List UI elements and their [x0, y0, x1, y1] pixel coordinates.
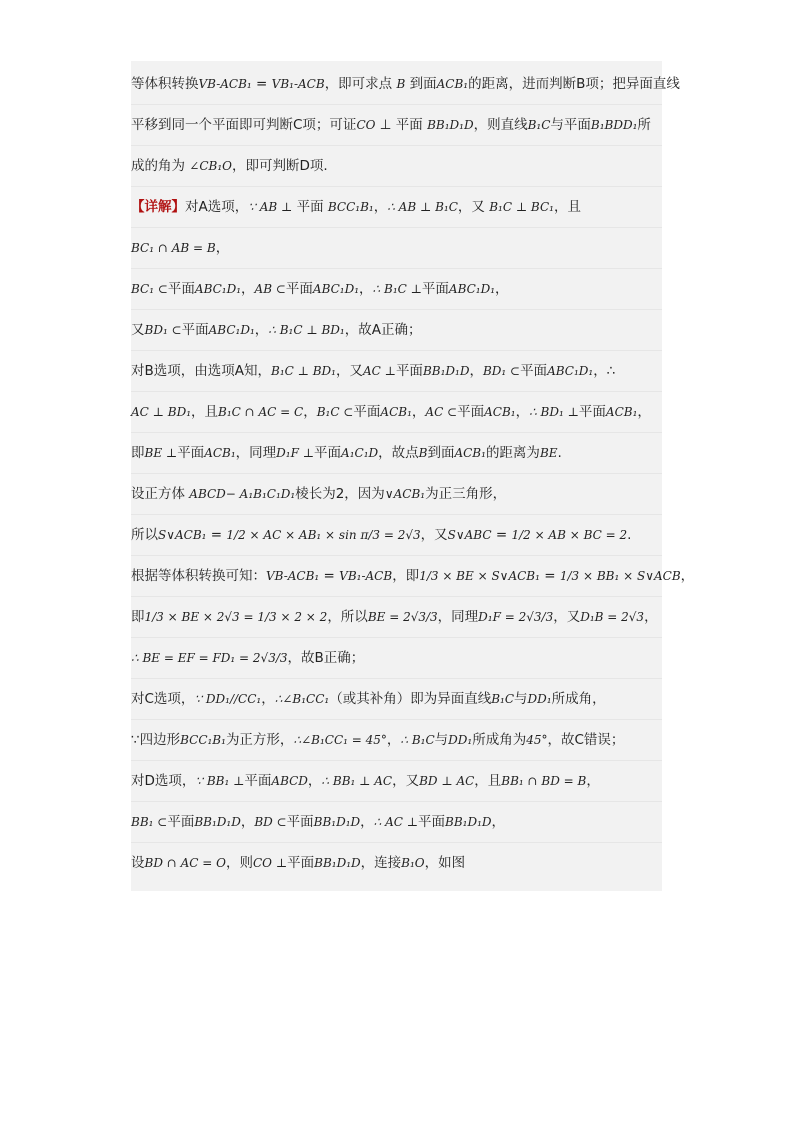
math-expression: BD ⊂	[254, 815, 287, 829]
math-expression: ∴∠B₁CC₁	[274, 692, 330, 706]
math-expression: B₁C ∩ AC = C	[218, 405, 304, 419]
text-segment: ，	[254, 322, 269, 338]
row-divider	[131, 801, 662, 802]
text-segment: ，	[469, 363, 483, 379]
text-segment: ，	[307, 773, 322, 789]
math-expression: ∴ BB₁ ⊥ AC	[321, 774, 393, 788]
text-segment: 平面	[353, 404, 381, 420]
math-expression: BB₁D₁D	[314, 856, 361, 870]
math-expression: ∨ABC	[455, 528, 492, 542]
text-segment: ，即	[392, 568, 420, 584]
math-expression: BB₁D₁D	[313, 815, 361, 829]
text-segment: 设	[131, 855, 145, 871]
text-segment: 平面	[421, 281, 449, 297]
math-expression: B-ACB₁	[274, 569, 320, 583]
math-expression: BB₁ ∩ BD = B	[501, 774, 587, 788]
text-segment: ，	[386, 732, 401, 748]
text-line-11	[131, 484, 662, 504]
text-segment: ，∴	[593, 363, 616, 379]
text-segment: 平面	[520, 363, 548, 379]
row-divider	[131, 104, 662, 105]
math-expression: ABCD− A₁B₁C₁D₁	[189, 487, 296, 501]
text-segment: 所以	[131, 527, 158, 543]
text-segment: 与	[514, 691, 528, 707]
text-segment: 平面	[167, 281, 195, 297]
text-segment: ，故A正确；	[344, 322, 422, 338]
math-expression: B	[396, 77, 406, 91]
math-expression: ∴ AB ⊥ B₁C	[387, 200, 458, 214]
math-expression: S	[158, 528, 167, 542]
text-segment: 即	[131, 609, 145, 625]
row-divider	[131, 514, 662, 515]
math-expression: B₁C	[527, 118, 551, 132]
text-segment: 所	[637, 117, 651, 133]
text-segment: =	[251, 76, 272, 92]
math-expression: BC₁ ∩ AB = B	[131, 241, 216, 255]
text-segment: ，	[680, 568, 695, 584]
text-segment: ，	[261, 691, 275, 707]
math-expression: AC ⊥	[362, 364, 396, 378]
math-expression: V	[339, 569, 348, 583]
text-segment: 的距离，进而判断B项；把异面直线	[468, 76, 680, 92]
math-expression: B₁O	[401, 856, 425, 870]
text-segment: =	[539, 568, 560, 584]
math-expression: 1/3 × BB₁ × S	[559, 569, 646, 583]
math-expression: 1/2 × AB × BC = 2	[511, 528, 628, 542]
row-divider	[131, 678, 662, 679]
math-expression: BD₁ ⊂	[144, 323, 182, 337]
text-segment: 平面	[167, 814, 195, 830]
math-expression: 1/3 × BE × S	[419, 569, 500, 583]
row-divider	[131, 473, 662, 474]
text-segment: 设正方体	[131, 486, 190, 502]
math-expression: ∨ACB₁	[166, 528, 207, 542]
text-segment: 平移到同一个平面即可判断C项；可证	[131, 117, 357, 133]
math-expression: B-ACB₁	[207, 77, 252, 91]
row-divider	[131, 596, 662, 597]
text-segment: ，	[495, 281, 509, 297]
math-expression: B₁BDD₁	[590, 118, 638, 132]
text-segment: ⊥ 平面	[375, 117, 428, 133]
text-line-13	[131, 566, 695, 586]
text-segment: ，则	[226, 855, 253, 871]
math-expression: ABC₁D₁	[448, 282, 496, 296]
text-segment: .	[627, 527, 632, 543]
text-segment: ，	[644, 609, 658, 625]
text-segment: ，又	[457, 199, 490, 215]
text-segment: 到面	[427, 445, 455, 461]
math-expression: ABC₁D₁	[194, 282, 242, 296]
text-line-19	[131, 812, 662, 832]
math-expression: ∨ACB	[645, 569, 681, 583]
text-segment: 平面	[181, 322, 209, 338]
math-expression: ∴ BD₁ ⊥	[529, 405, 579, 419]
text-line-20	[131, 853, 662, 873]
math-expression: BB₁D₁D	[194, 815, 241, 829]
math-expression: BB₁D₁D	[445, 815, 492, 829]
text-line-12	[131, 525, 662, 545]
math-expression: D₁F ⊥	[276, 446, 315, 460]
math-expression: ∵ DD₁//CC₁	[194, 692, 262, 706]
math-expression: BD₁ ⊂	[482, 364, 521, 378]
math-expression: ACB₁	[380, 405, 412, 419]
text-line-18	[131, 771, 662, 791]
math-expression: BCC₁B₁	[180, 733, 226, 747]
text-segment: 等体积转换	[131, 76, 199, 92]
text-segment: 平面	[457, 404, 485, 420]
text-line-9	[131, 402, 662, 422]
text-segment: 所成角，	[551, 691, 606, 707]
text-segment: ，连接	[360, 855, 402, 871]
math-expression: CO	[356, 118, 376, 132]
math-expression: AC ⊂	[425, 405, 458, 419]
text-line-7	[131, 320, 662, 340]
math-expression: ∠CB₁O	[189, 159, 232, 173]
math-expression: DD₁	[448, 733, 473, 747]
text-line-14	[131, 607, 662, 627]
text-segment: ，又	[335, 363, 363, 379]
math-expression: ABCD	[271, 774, 308, 788]
math-expression: ACB₁	[436, 77, 469, 91]
row-divider	[131, 719, 662, 720]
math-expression: CO ⊥	[253, 856, 288, 870]
text-line-17	[131, 730, 662, 750]
text-segment: 即	[131, 445, 145, 461]
math-expression: ∵ BB₁ ⊥	[195, 774, 245, 788]
text-segment: 平面	[285, 281, 313, 297]
text-line-4	[131, 197, 662, 217]
text-segment: ，又	[553, 609, 581, 625]
math-expression: ∨ACB₁	[384, 487, 426, 501]
math-expression: BE = 2√3/3	[367, 610, 438, 624]
text-segment: ，	[586, 773, 600, 789]
math-expression: BB₁D₁D	[427, 118, 474, 132]
math-expression: ABC₁D₁	[208, 323, 255, 337]
text-segment: ，	[359, 281, 373, 297]
text-segment: 平面	[395, 363, 423, 379]
math-expression: ∨ACB₁	[499, 569, 540, 583]
math-expression: 1/2 × AC × AB₁ × sin π/3 = 2√3	[226, 528, 421, 542]
math-expression: V	[198, 77, 208, 91]
text-line-3	[131, 156, 662, 176]
text-segment: =	[491, 527, 512, 543]
row-divider	[131, 555, 662, 556]
math-expression: B₁-ACB	[280, 77, 325, 91]
text-segment: .	[557, 445, 562, 461]
row-divider	[131, 186, 662, 187]
text-segment: 对C选项，	[131, 691, 195, 707]
math-expression: 45°	[526, 733, 548, 747]
text-segment: ，	[241, 281, 255, 297]
math-expression: V	[266, 569, 275, 583]
math-expression: ∴ BE = EF = FD₁ = 2√3/3	[131, 651, 288, 665]
math-expression: B₁C ⊥ BD₁	[271, 364, 336, 378]
text-segment: ，同理	[235, 445, 277, 461]
math-expression: ∴ AC ⊥	[373, 815, 419, 829]
math-expression: ACB₁	[204, 446, 236, 460]
math-expression: BD ⊥ AC	[419, 774, 475, 788]
text-segment: ，故B正确；	[287, 650, 365, 666]
text-segment: ，又	[420, 527, 448, 543]
row-divider	[131, 268, 662, 269]
text-segment: 平面	[287, 855, 315, 871]
math-expression: BE ⊥	[144, 446, 178, 460]
math-expression: BC₁ ⊂	[131, 282, 168, 296]
math-expression: B₁C	[491, 692, 515, 706]
math-expression: ACB₁	[484, 405, 516, 419]
math-expression: B₁-ACB	[347, 569, 393, 583]
math-expression: BD ∩ AC = O	[144, 856, 226, 870]
section-label: 【详解】	[131, 199, 185, 215]
text-segment: ，	[303, 404, 317, 420]
text-segment: 的距离为	[485, 445, 540, 461]
text-segment: 对B选项，由选项A知，	[131, 363, 271, 379]
solution-panel	[131, 61, 695, 891]
math-expression: D₁B = 2√3	[580, 610, 645, 624]
text-segment: =	[206, 527, 227, 543]
math-expression: ABC₁D₁	[547, 364, 594, 378]
text-segment: 成的角为	[131, 158, 190, 174]
text-segment: ，且	[474, 773, 502, 789]
text-segment: 根据等体积转换可知：	[131, 568, 266, 584]
row-divider	[131, 309, 662, 310]
row-divider	[131, 842, 662, 843]
row-divider	[131, 227, 662, 228]
math-expression: DD₁	[527, 692, 552, 706]
text-segment: ，故点	[378, 445, 419, 461]
text-segment: ，	[637, 404, 651, 420]
text-segment: ，且	[191, 404, 219, 420]
math-expression: ABC₁D₁	[312, 282, 360, 296]
text-segment: 平面	[578, 404, 606, 420]
text-segment: ，如图	[424, 855, 466, 871]
text-segment: 为正三角形，	[425, 486, 507, 502]
text-segment: 平面	[286, 814, 314, 830]
text-line-16	[131, 689, 662, 709]
text-segment: 为正方形，	[225, 732, 294, 748]
math-expression: ∴∠B₁CC₁ = 45°	[293, 733, 387, 747]
text-segment: ，所以	[327, 609, 368, 625]
math-expression: B	[418, 446, 428, 460]
text-segment: ，	[215, 240, 230, 256]
math-expression: ∵ AB ⊥	[248, 200, 293, 214]
text-line-8	[131, 361, 662, 381]
text-segment: 棱长为2，因为	[295, 486, 385, 502]
text-segment: ，故C错误；	[547, 732, 625, 748]
text-segment: 平面	[177, 445, 205, 461]
row-divider	[131, 760, 662, 761]
text-segment: =	[319, 568, 340, 584]
text-line-2	[131, 115, 662, 135]
text-segment: ，	[373, 199, 388, 215]
math-expression: ∴ B₁C ⊥	[372, 282, 422, 296]
text-line-15	[131, 648, 662, 668]
row-divider	[131, 350, 662, 351]
math-expression: ACB₁	[454, 446, 486, 460]
text-segment: （或其补角）即为异面直线	[329, 691, 492, 707]
text-segment: ，	[360, 814, 374, 830]
text-segment: 所成角为	[472, 732, 527, 748]
text-line-6	[131, 279, 662, 299]
row-divider	[131, 145, 662, 146]
row-divider	[131, 432, 662, 433]
text-line-5	[131, 238, 662, 258]
text-segment: ，	[491, 814, 506, 830]
text-segment: ，又	[392, 773, 420, 789]
text-segment: 平面	[418, 814, 446, 830]
text-segment: ，	[515, 404, 530, 420]
row-divider	[131, 637, 662, 638]
text-segment: ，且	[553, 199, 581, 215]
math-expression: 1/3 × BE × 2√3 = 1/3 × 2 × 2	[144, 610, 328, 624]
math-expression: B₁C ⊥ BC₁	[489, 200, 554, 214]
text-segment: ，即可求点	[324, 76, 397, 92]
math-expression: ∴ B₁C	[400, 733, 435, 747]
math-expression: ∴ B₁C ⊥ BD₁	[268, 323, 345, 337]
text-line-10	[131, 443, 662, 463]
math-expression: AB ⊂	[254, 282, 286, 296]
text-segment: 又	[131, 322, 145, 338]
math-expression: AC ⊥ BD₁	[131, 405, 192, 419]
text-segment: ，即可判断D项.	[232, 158, 328, 174]
math-expression: BCC₁B₁	[327, 200, 374, 214]
text-segment: 与平面	[550, 117, 591, 133]
text-segment: 对A选项，	[185, 199, 249, 215]
math-expression: B₁C ⊂	[316, 405, 354, 419]
text-segment: 到面	[405, 76, 437, 92]
text-segment: 平面	[314, 445, 342, 461]
math-expression: BE	[539, 446, 558, 460]
text-segment: 平面	[292, 199, 328, 215]
text-segment: ，	[240, 814, 255, 830]
text-segment: 平面	[244, 773, 272, 789]
math-expression: V	[271, 77, 281, 91]
math-expression: BB₁D₁D	[422, 364, 470, 378]
math-expression: BB₁ ⊂	[131, 815, 168, 829]
text-segment: ，	[411, 404, 426, 420]
math-expression: A₁C₁D	[341, 446, 379, 460]
text-segment: ，则直线	[473, 117, 528, 133]
text-segment: ∵四边形	[131, 732, 181, 748]
row-divider	[131, 391, 662, 392]
math-expression: D₁F = 2√3/3	[478, 610, 554, 624]
text-segment: ，同理	[437, 609, 479, 625]
math-expression: S	[447, 528, 456, 542]
text-line-1	[131, 74, 680, 94]
math-expression: ACB₁	[605, 405, 638, 419]
text-segment: 与	[434, 732, 449, 748]
text-segment: 对D选项，	[131, 773, 196, 789]
